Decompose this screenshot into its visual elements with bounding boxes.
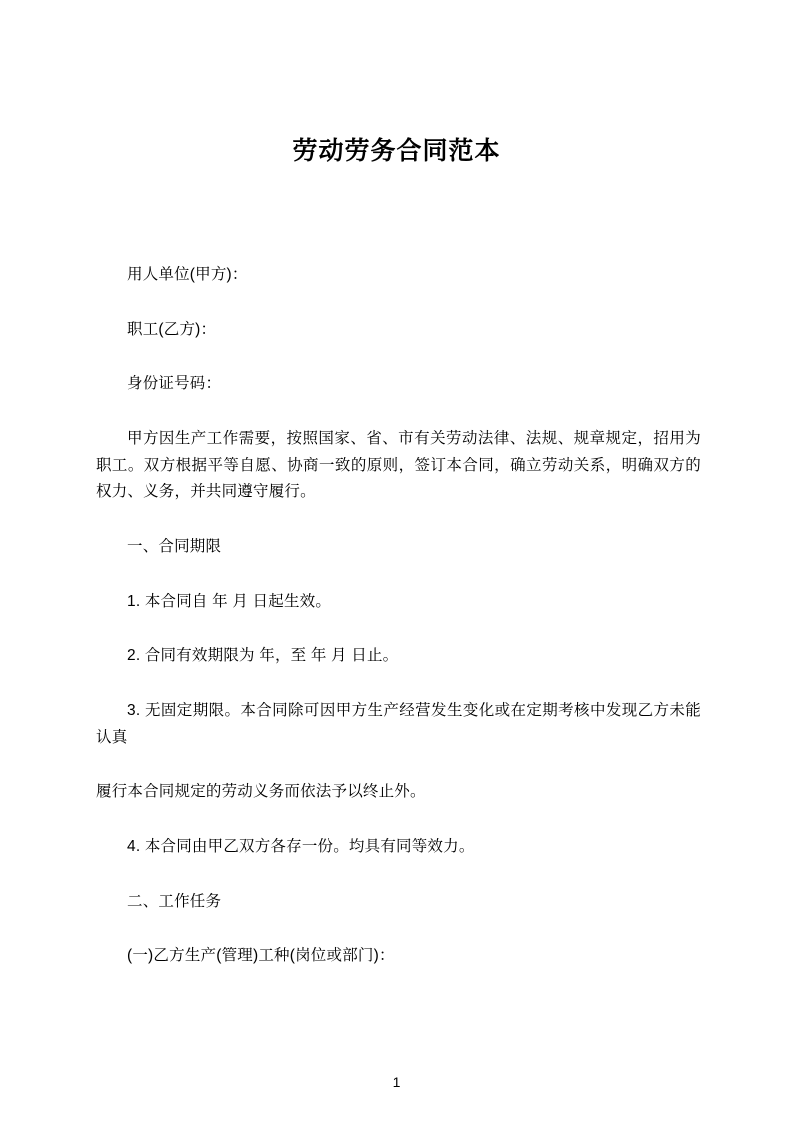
paragraph-clause-1-4: 4. 本合同由甲乙双方各存一份。均具有同等效力。 [127,837,475,855]
paragraph-clause-1-3: 3. 无固定期限。本合同除可因甲方生产经营发生变化或在定期考核中发现乙方未能认真 [96,701,701,746]
paragraph-clause-2-1: (一)乙方生产(管理)工种(岗位或部门)： [127,947,395,965]
paragraph-id-number-line: 身份证号码： [127,375,222,393]
page-title: 劳动劳务合同范本 [292,137,501,165]
page-number: 1 [392,1074,401,1090]
paragraph-employer-line: 用人单位(甲方)： [127,266,248,283]
heading-section-1: 一、合同期限 [127,537,222,555]
paragraph-clause-1-1: 1. 本合同自 年 月 日起生效。 [127,592,332,610]
paragraph-employee-line: 职工(乙方)： [127,320,217,338]
heading-section-2: 二、工作任务 [127,892,222,910]
paragraph-clause-1-2: 2. 合同有效期限为 年，至 年 月 日止。 [127,647,399,665]
paragraph-clause-1-3-continued: 履行本合同规定的劳动义务而依法予以终止外。 [96,783,426,801]
document-body [0,262,793,970]
paragraph-preamble: 甲方因生产工作需要，按照国家、省、市有关劳动法律、法规、规章规定，招用为职工。双方根据平等自愿、协商一致的原则，签订本合同，确立劳动关系，明确双方的权力、义务，并共同遵守履行。 [96,429,701,501]
